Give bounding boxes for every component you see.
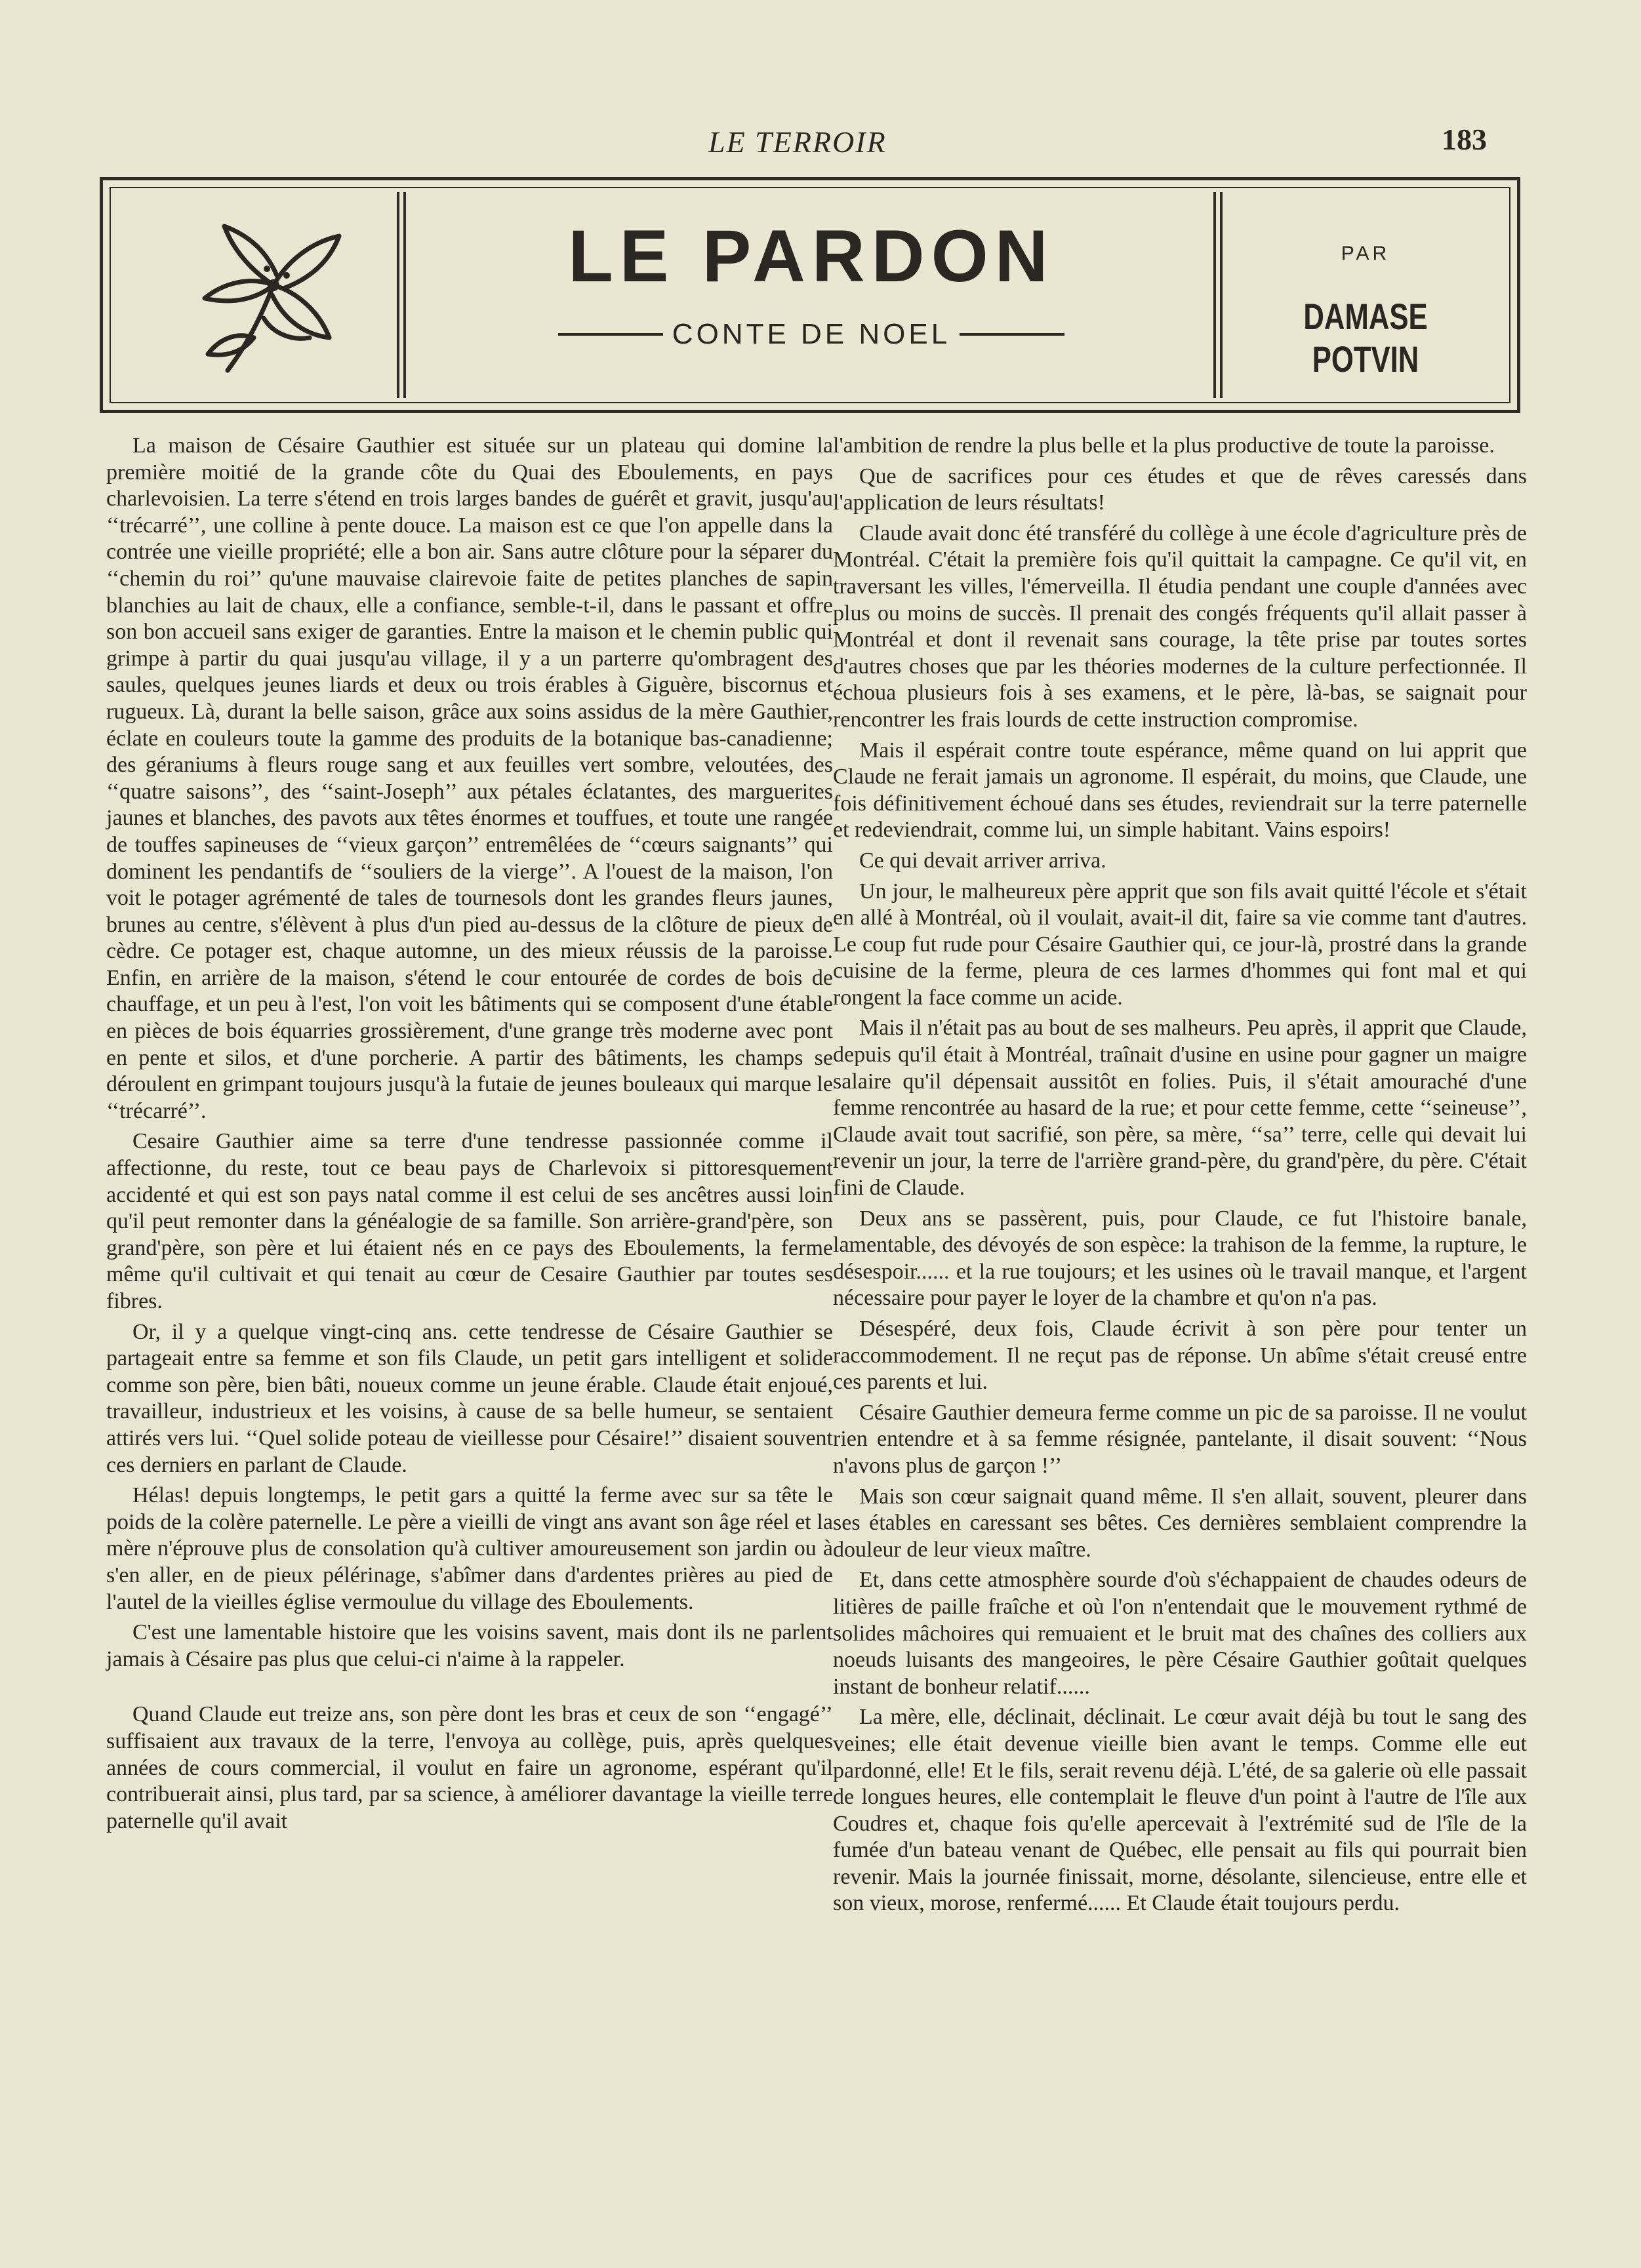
left-column [106, 433, 833, 2151]
paragraph: l'ambition de rendre la plus belle et la plus productive de toute la paroisse. [833, 433, 1495, 458]
paragraph: Désespéré, deux fois, Claude écrivit à son père pour tenter un raccommodement. Il ne reçut pas de réponse. Un abîme s'était creusé entre ces parents et lui. [833, 1317, 1527, 1395]
paragraph: Cesaire Gauthier aime sa terre d'une tendresse passionnée comme il affectionne, du reste, tout ce beau pays de Charlevoix si pittoresquement accidenté et qui est son pays natal comme il est celui de ses ancêtres aussi loin qu'il peut remonter dans la généalogie de sa famille. Son arrière-grand'père, son grand'père, son père et lui étaient nés en ce pays des Eboulements, la ferme même qu'il cultivait et qui tenait au cœur de Cesaire Gauthier par toutes ses fibres. [106, 1129, 833, 1313]
byline-label: PAR [1341, 243, 1390, 264]
paragraph: Et, dans cette atmosphère sourde d'où s'échappaient de chaudes odeurs de litières de paille fraîche et où l'on n'entendait que le mouvement rythmé de solides mâchoires qui remuaient et le bruit mat des chaînes des colliers aux noeuds luisants des mangeoires, le père Césaire Gauthier goûtait quelques instant de bonheur relatif...... [833, 1568, 1527, 1699]
paragraph: Mais il espérait contre toute espérance, même quand on lui apprit que Claude ne ferait jamais un agronome. Il espérait, du moins, que Claude, une fois définitivement échoué dans ses études, reviendrait sur la terre paternelle et redeviendrait, comme lui, un simple habitant. Vains espoirs! [833, 738, 1527, 843]
paragraph: Que de sacrifices pour ces études et que de rêves caressés dans l'application de leurs résultats! [833, 464, 1527, 515]
paragraph: C'est une lamentable histoire que les voisins savent, mais dont ils ne parlent jamais à Césaire pas plus que celui-ci n'aime à la rappeler. [106, 1620, 833, 1671]
subtitle-rule-right [960, 333, 1064, 336]
running-head [0, 125, 1641, 164]
paragraph: Un jour, le malheureux père apprit que son fils avait quitté l'école et s'était en allé à Montréal, où il voulait, avait-il dit, faire sa vie comme tant d'autres. Le coup fut rude pour Césaire Gauthier qui, ce jour-là, prostré dans la grande cuisine de la ferme, pleura de ces larmes d'hommes qui font mal et qui rongent la face comme un acide. [833, 879, 1527, 1010]
paragraph: Quand Claude eut treize ans, son père dont les bras et ceux de son ‘‘engagé’’ suffisaient aux travaux de la terre, l'envoya au collège, puis, après quelques années de cours commercial, il voulut en faire un agronome, espérant qu'il contribuerait ainsi, plus tard, par sa science, à améliorer davantage la vieille terre paternelle qu'il avait [106, 1702, 833, 1833]
paragraph: Claude avait donc été transféré du collège à une école d'agriculture près de Montréal. C'était la première fois qu'il quittait la campagne. Ce qu'il vit, en traversant les villes, l'émerveilla. Il étudia pendant une couple d'années avec plus ou moins de succès. Il prenait des congés fréquents qu'il allait passer à Montréal et dont il revenait sans courage, la tête prise par toutes sortes d'autres choses que par les théories modernes de la culture perfectionnée. Il échoua plusieurs fois à ses examens, et le père, là-bas, se saignait pour rencontrer les frais lourds de cette instruction compromise. [833, 521, 1527, 732]
subtitle-rule-left [558, 333, 663, 336]
paragraph: La mère, elle, déclinait, déclinait. Le cœur avait déjà bu tout le sang des veines; elle était devenue vieille bien avant le temps. Comme elle eut pardonné, elle! Et le fils, serait revenu déjà. L'été, de sa galerie où elle passait de longues heures, elle contemplait le fleuve d'un point à l'autre de l'île aux Coudres et, chaque fois qu'elle apercevait à l'extrémité sud de l'île de la fumée d'un bateau venant de Québec, elle pensait au fils qui pourrait bien revenir. Mais la journée finissait, morne, désolante, silencieuse, entre elle et son vieux, morose, renfermé...... Et Claude était toujours perdu. [833, 1705, 1527, 1916]
page-number: 183 [1442, 123, 1487, 156]
paragraph: La maison de Césaire Gauthier est située sur un plateau qui domine la première moitié de la grande côte du Quai des Eboulements, en pays charlevoisien. La terre s'étend en trois larges bandes de guérêt et gravit, jusqu'au ‘‘trécarré’’, une colline à pente douce. La maison est ce que l'on appelle dans la contrée une vieille propriété; elle a bon air. Sans autre clôture pour la séparer du ‘‘chemin du roi’’ qu'une mauvaise clairevoie faite de petites planches de sapin blanchies au lait de chaux, elle a confiance, semble-t-il, dans le passant et offre son bon accueil sans exiger de garanties. Entre la maison et le chemin public qui grimpe à partir du quai jusqu'au village, il y a un parterre qu'ombragent des saules, quelques jeunes liards et deux ou trois érables à Giguère, biscornus et rugueux. Là, durant la belle saison, grâce aux soins assidus de la mère Gauthier, éclate en couleurs toute la gamme des produits de la botanique bas-canadienne; des géraniums à fleurs rouge sang et aux feuilles vert sombre, veloutées, des ‘‘quatre saisons’’, des ‘‘saint-Joseph’’ aux pétales éclatantes, des marguerites jaunes et blanches, des pavots aux têtes énormes et touffues, et toute une rangée de touffes sapineuses de ‘‘vieux garçon’’ entremêlées de ‘‘cœurs saignants’’ qui dominent les pendantifs de ‘‘souliers de la vierge’’. A l'ouest de la maison, l'on voit le potager agrémenté de tales de tournesols dont les grandes fleurs jaunes, brunes au centre, s'élèvent à plus d'un pied au-dessus de la clôture de pieux de cèdre. Ce potager est, chaque automne, un des mieux réussis de la paroisse. Enfin, en arrière de la maison, s'étend le cour entourée de cordes de bois de chauffage, et un peu à l'est, l'on voit les bâtiments qui se composent d'une étable en pièces de bois équarries grossièrement, d'une grange très moderne avec pont en pente et silos, et d'une porcherie. A partir des bâtiments, les champs se déroulent en grimpant toujours jusqu'à la futaie de jeunes bouleaux qui marque le ‘‘trécarré’’. [106, 433, 833, 1123]
divider-right-inner [1220, 192, 1223, 398]
paragraph: Ce qui devait arriver arriva. [859, 848, 1106, 873]
story-title: LE PARDON [568, 215, 1055, 297]
paragraph: Mais il n'était pas au bout de ses malheurs. Peu après, il apprit que Claude, depuis qu'il était à Montréal, traînait d'usine en usine pour gagner un maigre salaire qu'il dépensait aussitôt en folies. Puis, il s'était amouraché d'une femme rencontrée au hasard de la rue; et pour cette femme, cette ‘‘seineuse’’, Claude avait tout sacrifié, son père, sa mère, ‘‘sa’’ terre, celle qui devait lui revenir un jour, la terre de l'arrière grand-père, du grand'père, du père. C'était fini de Claude. [833, 1016, 1527, 1201]
divider-right-outer [1213, 192, 1216, 398]
story-subtitle: CONTE DE NOEL [672, 318, 951, 350]
paragraph: Mais son cœur saignait quand même. Il s'en allait, souvent, pleurer dans ses étables en caressant ses bêtes. Ces dernières semblaient comprendre la douleur de leur vieux maître. [833, 1484, 1527, 1562]
paragraph: Hélas! depuis longtemps, le petit gars a quitté la ferme avec sur sa tête le poids de la colère paternelle. Le père a vieilli de vingt ans avant son âge réel et la mère n'éprouve plus de consolation qu'à cultiver amoureusement son jardin ou à s'en aller, en de pieux pélérinage, s'abîmer dans d'ardentes prières au pied de l'autel de la vieilles église vermoulue du village des Eboulements. [106, 1483, 833, 1614]
paragraph: Césaire Gauthier demeura ferme comme un pic de sa paroisse. Il ne voulut rien entendre et à sa femme résignée, pantelante, il disait souvent: ‘‘Nous n'avons plus de garçon !’’ [833, 1400, 1527, 1478]
paragraph: Deux ans se passèrent, puis, pour Claude, ce fut l'histoire banale, lamentable, des dévoyés de son espèce: la trahison de la femme, la rupture, le désespoir...... et la rue toujours; et les usines où le travail manque, et l'argent nécessaire pour payer le loyer de la chambre et qu'on n'a pas. [833, 1206, 1527, 1311]
lily-flower-icon [188, 207, 359, 377]
paragraph: Or, il y a quelque vingt-cinq ans. cette tendresse de Césaire Gauthier se partageait entre sa femme et son fils Claude, un petit gars intelligent et solide comme son père, bien bâti, noueux comme un jeune érable. Claude était enjoué, travailleur, industrieux et les voisins, à cause de sa belle humeur, se sentaient attirés vers lui. ‘‘Quel solide poteau de vieillesse pour Césaire!’’ disaient souvent ces derniers en parlant de Claude. [106, 1319, 833, 1477]
right-column [833, 433, 1527, 2151]
divider-left-inner [403, 192, 406, 398]
subtitle-row [411, 318, 1211, 357]
running-title: LE TERROIR [708, 125, 887, 159]
title-box [100, 177, 1520, 413]
divider-left-outer [397, 192, 399, 398]
author-name: DAMASE POTVIN [1303, 296, 1428, 380]
